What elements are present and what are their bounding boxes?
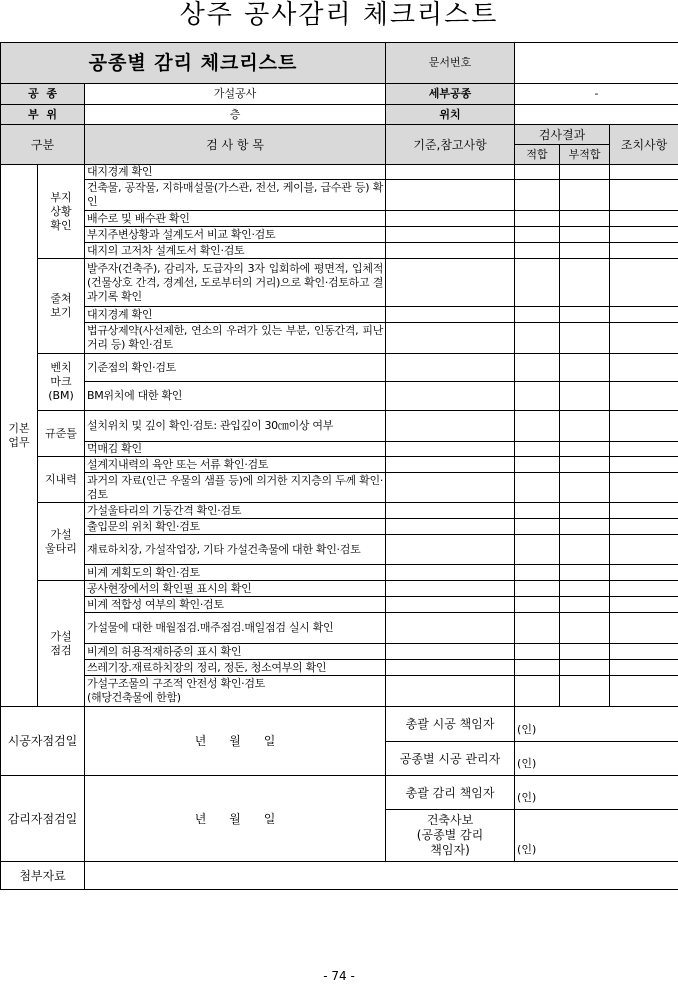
fail-cell[interactable]: [560, 243, 610, 259]
pass-cell[interactable]: [515, 613, 560, 644]
fail-cell[interactable]: [560, 613, 610, 644]
fail-cell[interactable]: [560, 211, 610, 227]
group-label: 가설 울타리: [38, 503, 85, 581]
pass-cell[interactable]: [515, 243, 560, 259]
pass-cell[interactable]: [515, 411, 560, 442]
pass-cell[interactable]: [515, 382, 560, 411]
fail-cell[interactable]: [560, 581, 610, 597]
check-item: 부지주변상황과 설계도서 비교 확인·검토: [85, 227, 386, 243]
part-value[interactable]: 층: [85, 105, 386, 125]
action-cell[interactable]: [610, 613, 678, 644]
pass-cell[interactable]: [515, 503, 560, 519]
action-cell[interactable]: [610, 535, 678, 565]
main-category: 기본 업무: [1, 165, 38, 707]
action-cell[interactable]: [610, 180, 678, 211]
reference-cell[interactable]: [386, 676, 515, 707]
action-cell[interactable]: [610, 565, 678, 581]
fail-cell[interactable]: [560, 442, 610, 457]
check-item: 가설울타리의 기둥간격 확인·검토: [85, 503, 386, 519]
reference-cell[interactable]: [386, 473, 515, 503]
page-number: - 74 -: [323, 969, 355, 983]
check-item: 과거의 자료(인근 우물의 샘플 등)에 의거한 지지층의 두께 확인·검토: [85, 473, 386, 503]
location-label: 위치: [386, 105, 515, 125]
check-item: 비계 계획도의 확인·검토: [85, 565, 386, 581]
location-value[interactable]: [515, 105, 678, 125]
action-cell[interactable]: [610, 519, 678, 535]
action-cell[interactable]: [610, 243, 678, 259]
action-cell[interactable]: [610, 165, 678, 180]
check-item: 설계지내력의 육안 또는 서류 확인·검토: [85, 457, 386, 473]
check-item: 쓰레기장.재료하치장의 정리, 정돈, 청소여부의 확인: [85, 660, 386, 676]
check-item: 법규상제약(사선제한, 연소의 우려가 있는 부분, 인동간격, 피난거리 등) 확인·검토: [85, 323, 386, 354]
fail-cell[interactable]: [560, 165, 610, 180]
pass-cell[interactable]: [515, 211, 560, 227]
action-cell[interactable]: [610, 211, 678, 227]
sign-role-1: 총괄 시공 책임자: [386, 707, 515, 742]
header-category: 구분: [1, 125, 85, 165]
check-item: 설치위치 및 깊이 확인·검토: 관입깊이 30㎝이상 여부: [85, 411, 386, 442]
check-item: 비계의 허용적재하중의 표시 확인: [85, 644, 386, 660]
action-cell[interactable]: [610, 442, 678, 457]
action-cell[interactable]: [610, 457, 678, 473]
checklist-table: [0, 42, 678, 890]
sign-role-3: 총괄 감리 책임자: [386, 776, 515, 810]
reference-cell[interactable]: [386, 644, 515, 660]
action-cell[interactable]: [610, 259, 678, 307]
group-label: 규준틀: [38, 411, 85, 457]
reference-cell[interactable]: [386, 411, 515, 442]
pass-cell[interactable]: [515, 676, 560, 707]
pass-cell[interactable]: [515, 597, 560, 613]
action-cell[interactable]: [610, 660, 678, 676]
group-label: 지내력: [38, 457, 85, 503]
action-cell[interactable]: [610, 307, 678, 323]
header-action: 조치사항: [610, 125, 678, 165]
reference-cell[interactable]: [386, 382, 515, 411]
action-cell[interactable]: [610, 597, 678, 613]
reference-cell[interactable]: [386, 180, 515, 211]
check-item: 대지경계 확인: [85, 307, 386, 323]
doc-no-field[interactable]: [515, 43, 678, 84]
reference-cell[interactable]: [386, 227, 515, 243]
check-item: 가설구조물의 구조적 안전성 확인·검토 (해당건축물에 한함): [85, 676, 386, 707]
sub-trade-label: 세부공종: [386, 84, 515, 105]
reference-cell[interactable]: [386, 519, 515, 535]
header-pass: 적합: [515, 145, 560, 165]
reference-cell[interactable]: [386, 165, 515, 180]
reference-cell[interactable]: [386, 457, 515, 473]
reference-cell[interactable]: [386, 211, 515, 227]
reference-cell[interactable]: [386, 581, 515, 597]
fail-cell[interactable]: [560, 259, 610, 307]
fail-cell[interactable]: [560, 323, 610, 354]
pass-cell[interactable]: [515, 581, 560, 597]
attachment-field[interactable]: [85, 862, 678, 890]
pass-cell[interactable]: [515, 660, 560, 676]
check-item: BM위치에 대한 확인: [85, 382, 386, 411]
reference-cell[interactable]: [386, 535, 515, 565]
action-cell[interactable]: [610, 323, 678, 354]
check-item: 발주자(건축주), 감리자, 도급자의 3자 입회하에 평면적, 입체적(건물상호 간격, 경계선, 도로부터의 거리)으로 확인·검토하고 결과기록 확인: [85, 259, 386, 307]
fail-cell[interactable]: [560, 411, 610, 442]
reference-cell[interactable]: [386, 503, 515, 519]
group-label: 줄쳐 보기: [38, 259, 85, 354]
sign-role-2: 공종별 시공 관리자: [386, 742, 515, 776]
check-item: 비계 적합성 여부의 확인·검토: [85, 597, 386, 613]
pass-cell[interactable]: [515, 180, 560, 211]
doc-no-label: 문서번호: [386, 43, 515, 84]
reference-cell[interactable]: [386, 613, 515, 644]
supervisor-date[interactable]: 년 월 일: [85, 776, 386, 862]
group-label: 벤치 마크 (BM): [38, 354, 85, 411]
pass-cell[interactable]: [515, 442, 560, 457]
reference-cell[interactable]: [386, 323, 515, 354]
pass-cell[interactable]: [515, 323, 560, 354]
pass-cell[interactable]: [515, 307, 560, 323]
reference-cell[interactable]: [386, 243, 515, 259]
action-cell[interactable]: [610, 676, 678, 707]
sub-trade-value[interactable]: -: [515, 84, 678, 105]
seal-2[interactable]: (인): [515, 742, 678, 776]
header-fail: 부적합: [560, 145, 610, 165]
reference-cell[interactable]: [386, 597, 515, 613]
reference-cell[interactable]: [386, 442, 515, 457]
reference-cell[interactable]: [386, 259, 515, 307]
reference-cell[interactable]: [386, 565, 515, 581]
form-title: 공종별 감리 체크리스트: [1, 43, 386, 84]
group-label: 부지 상황 확인: [38, 165, 85, 259]
action-cell[interactable]: [610, 644, 678, 660]
fail-cell[interactable]: [560, 473, 610, 503]
check-item: 먹매김 확인: [85, 442, 386, 457]
page-title: 상주 공사감리 체크리스트: [179, 0, 499, 30]
action-cell[interactable]: [610, 503, 678, 519]
pass-cell[interactable]: [515, 457, 560, 473]
fail-cell[interactable]: [560, 382, 610, 411]
pass-cell[interactable]: [515, 519, 560, 535]
group-label: 가설 점검: [38, 581, 85, 707]
pass-cell[interactable]: [515, 565, 560, 581]
action-cell[interactable]: [610, 382, 678, 411]
reference-cell[interactable]: [386, 354, 515, 382]
header-reference: 기준,참고사항: [386, 125, 515, 165]
header-result: 검사결과: [515, 125, 610, 145]
contractor-date-label: 시공자점검일: [1, 707, 85, 776]
reference-cell[interactable]: [386, 307, 515, 323]
check-item: 대지경계 확인: [85, 165, 386, 180]
trade-label: 공 종: [1, 84, 85, 105]
fail-cell[interactable]: [560, 597, 610, 613]
contractor-date[interactable]: 년 월 일: [85, 707, 386, 776]
fail-cell[interactable]: [560, 227, 610, 243]
pass-cell[interactable]: [515, 354, 560, 382]
attachment-label: 첨부자료: [1, 862, 85, 890]
fail-cell[interactable]: [560, 180, 610, 211]
action-cell[interactable]: [610, 411, 678, 442]
seal-4[interactable]: (인): [515, 810, 678, 862]
check-item: 기준점의 확인·검토: [85, 354, 386, 382]
action-cell[interactable]: [610, 354, 678, 382]
pass-cell[interactable]: [515, 473, 560, 503]
pass-cell[interactable]: [515, 227, 560, 243]
fail-cell[interactable]: [560, 503, 610, 519]
action-cell[interactable]: [610, 473, 678, 503]
check-item: 가설물에 대한 매월점검.매주점검.매일점검 실시 확인: [85, 613, 386, 644]
action-cell[interactable]: [610, 227, 678, 243]
sign-role-4: 건축사보 (공종별 감리 책임자): [386, 810, 515, 862]
check-item: 대지의 고저차 설계도서 확인·검토: [85, 243, 386, 259]
seal-1[interactable]: (인): [515, 707, 678, 742]
fail-cell[interactable]: [560, 307, 610, 323]
part-label: 부 위: [1, 105, 85, 125]
fail-cell[interactable]: [560, 519, 610, 535]
seal-3[interactable]: (인): [515, 776, 678, 810]
fail-cell[interactable]: [560, 660, 610, 676]
fail-cell[interactable]: [560, 565, 610, 581]
fail-cell[interactable]: [560, 644, 610, 660]
trade-value[interactable]: 가설공사: [85, 84, 386, 105]
header-items: 검 사 항 목: [85, 125, 386, 165]
check-item: 공사현장에서의 확인필 표시의 확인: [85, 581, 386, 597]
check-item: 재료하치장, 가설작업장, 기타 가설건축물에 대한 확인·검토: [85, 535, 386, 565]
supervisor-date-label: 감리자점검일: [1, 776, 85, 862]
fail-cell[interactable]: [560, 457, 610, 473]
fail-cell[interactable]: [560, 535, 610, 565]
check-item: 배수로 및 배수관 확인: [85, 211, 386, 227]
check-item: 출입문의 위치 확인·검토: [85, 519, 386, 535]
pass-cell[interactable]: [515, 535, 560, 565]
pass-cell[interactable]: [515, 644, 560, 660]
reference-cell[interactable]: [386, 660, 515, 676]
pass-cell[interactable]: [515, 165, 560, 180]
fail-cell[interactable]: [560, 354, 610, 382]
check-item: 건축물, 공작물, 지하매설물(가스관, 전선, 케이블, 급수관 등) 확인: [85, 180, 386, 211]
pass-cell[interactable]: [515, 259, 560, 307]
fail-cell[interactable]: [560, 676, 610, 707]
action-cell[interactable]: [610, 581, 678, 597]
